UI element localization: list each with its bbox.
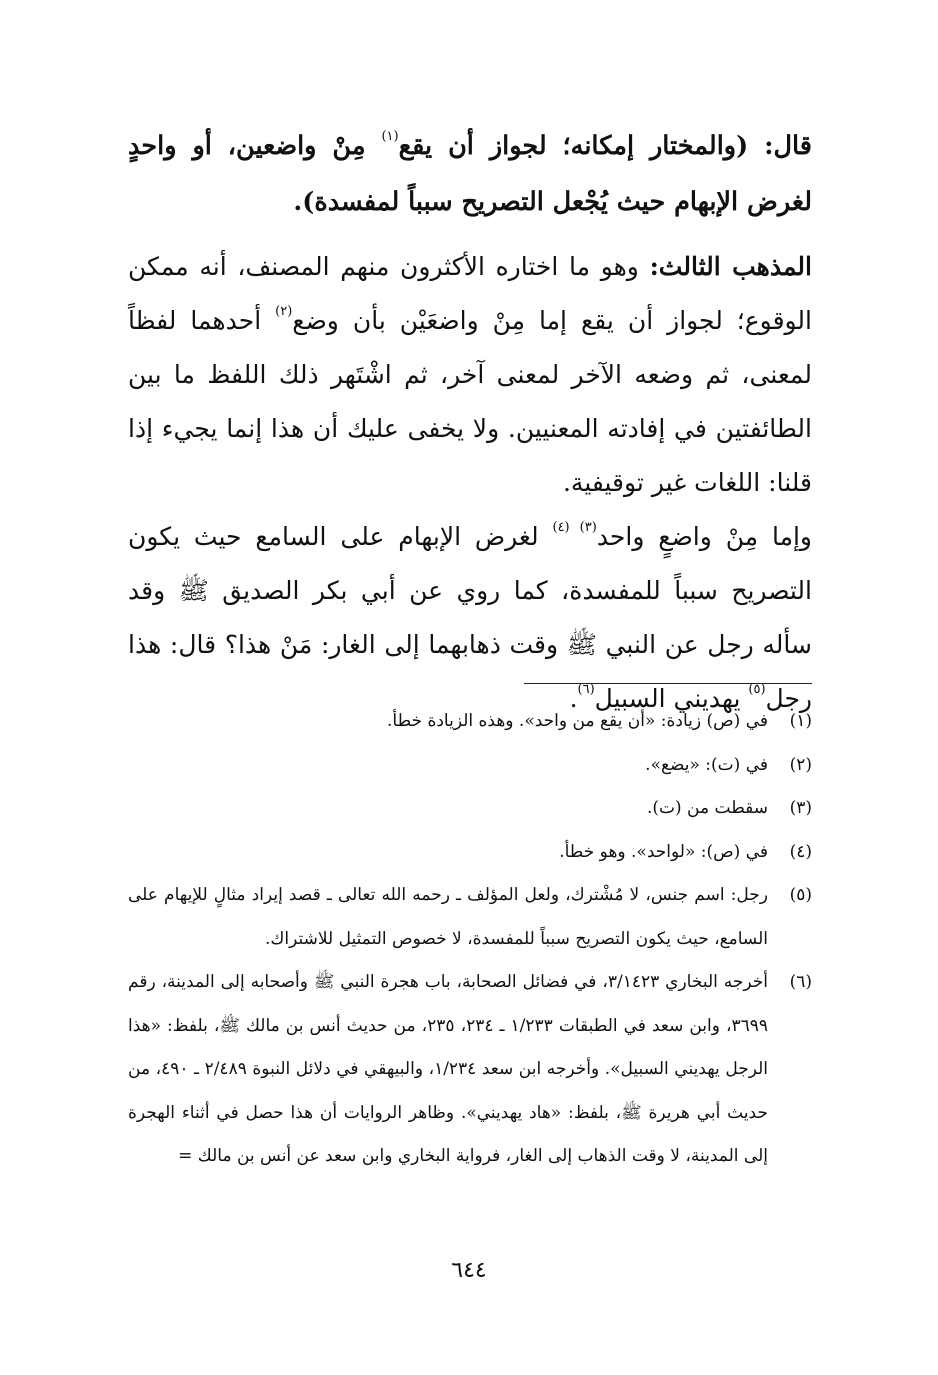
footnote-number: (٣) (789, 798, 812, 818)
footnote-number: (٤) (789, 841, 812, 862)
footnote-item (128, 961, 812, 1179)
main-text (128, 118, 812, 726)
footnote-number: (٢) (789, 754, 812, 775)
paragraph2-text-c: يهديني السبيل (594, 684, 749, 713)
paragraph-single-coiner (128, 510, 812, 726)
footnote-item (128, 831, 812, 875)
page-number: ٦٤٤ (451, 1258, 487, 1283)
footnote-item (128, 787, 812, 831)
quote-text-b: مِنْ واضعين، أو واحدٍ لغرض الإبهام حيث يُجْعل التصريح سبباً لمفسدة). (128, 131, 812, 217)
footnote-item (128, 874, 812, 961)
footnote-number: (١) (789, 711, 812, 731)
footnote-ref-5: (٥) (748, 682, 766, 697)
quote-text-a: قال: (والمختار إمكانه؛ لجواز أن يقع (398, 131, 813, 161)
footnote-text: سقطت من (ت). (646, 798, 768, 818)
footnote-text: أخرجه البخاري ٣/١٤٢٣، في فضائل الصحابة، باب هجرة النبي ﷺ وأصحابه إلى المدينة، رقم ٣٦٩٩، وابن سعد في الطبقات ١/٢٣٣ ـ ٢٣٤، ٢٣٥، من حديث أنس بن مالك ﷺ، بلفظ: «هذا الرجل يهديني السبيل». وأخرجه ابن سعد ١/٢٣٤، والبيهقي في دلائل النبوة ٢/٤٨٩ ـ ٤٩٠، من حديث أبي هريرة ﷺ، بلفظ: «هاد يهديني». وظاهر الروايات أن هذا حصل في أثناء الهجرة إلى المدينة، لا وقت الذهاب إلى الغار، فرواية البخاري وابن سعد عن أنس بن مالك = (128, 972, 769, 1166)
paragraph-third-opinion (128, 240, 812, 510)
footnote-ref-6: (٦) (577, 682, 595, 697)
footnotes (128, 700, 812, 1179)
footnote-ref-3-4: (٣) (٤) (552, 520, 597, 535)
paragraph2-text-d: . (569, 684, 578, 713)
paragraph-lead: المذهب الثالث: (649, 252, 812, 281)
footnote-text: في (ت): «يضع». (645, 754, 768, 775)
footnote-item (128, 700, 812, 744)
paragraph1-text-b: أحدهما لفظاً لمعنى، ثم وضعه الآخر لمعنى آخر، ثم اشْتَهر ذلك اللفظ ما بين الطائفتين في إفادته المعنيين. ولا يخفى عليك أن هذا إنما يجيء إذا قلنا: اللغات غير توقيفية. (128, 306, 812, 497)
footnote-ref-1: (١) (381, 129, 399, 144)
paragraph1-text-a: وهو ما اختاره الأكثرون منهم المصنف، أنه ممكن الوقوع؛ لجواز أن يقع إما مِنْ واضعَيْن بأن وضع (128, 252, 812, 335)
footnote-text: في (ص) زيادة: «أن يقع من واحد». وهذه الزيادة خطأ. (387, 711, 768, 731)
footnote-number: (٦) (789, 972, 812, 992)
paragraph2-text-a: وإما مِنْ واضعٍ واحد (596, 522, 813, 551)
footnote-text: في (ص): «لواحد». وهو خطأ. (559, 841, 768, 862)
footnote-divider (524, 683, 812, 684)
footnote-number: (٥) (789, 885, 812, 905)
paragraph2-text-b: لغرض الإبهام على السامع حيث يكون التصريح سبباً للمفسدة، كما روي عن أبي بكر الصديق ﷺ وقد سأله رجل عن النبي ﷺ وقت ذهابهما إلى الغار: مَنْ هذا؟ قال: هذا رجل (128, 522, 812, 713)
footnote-text: رجل: اسم جنس، لا مُشْترك، ولعل المؤلف ـ رحمه الله تعالى ـ قصد إيراد مثالٍ للإيهام على السامع، حيث يكون التصريح سبباً للمفسدة، لا خصوص التمثيل للاشتراك. (128, 885, 768, 949)
quoted-text (128, 118, 812, 230)
footnote-item (128, 744, 812, 788)
footnote-ref-2: (٢) (275, 304, 293, 319)
